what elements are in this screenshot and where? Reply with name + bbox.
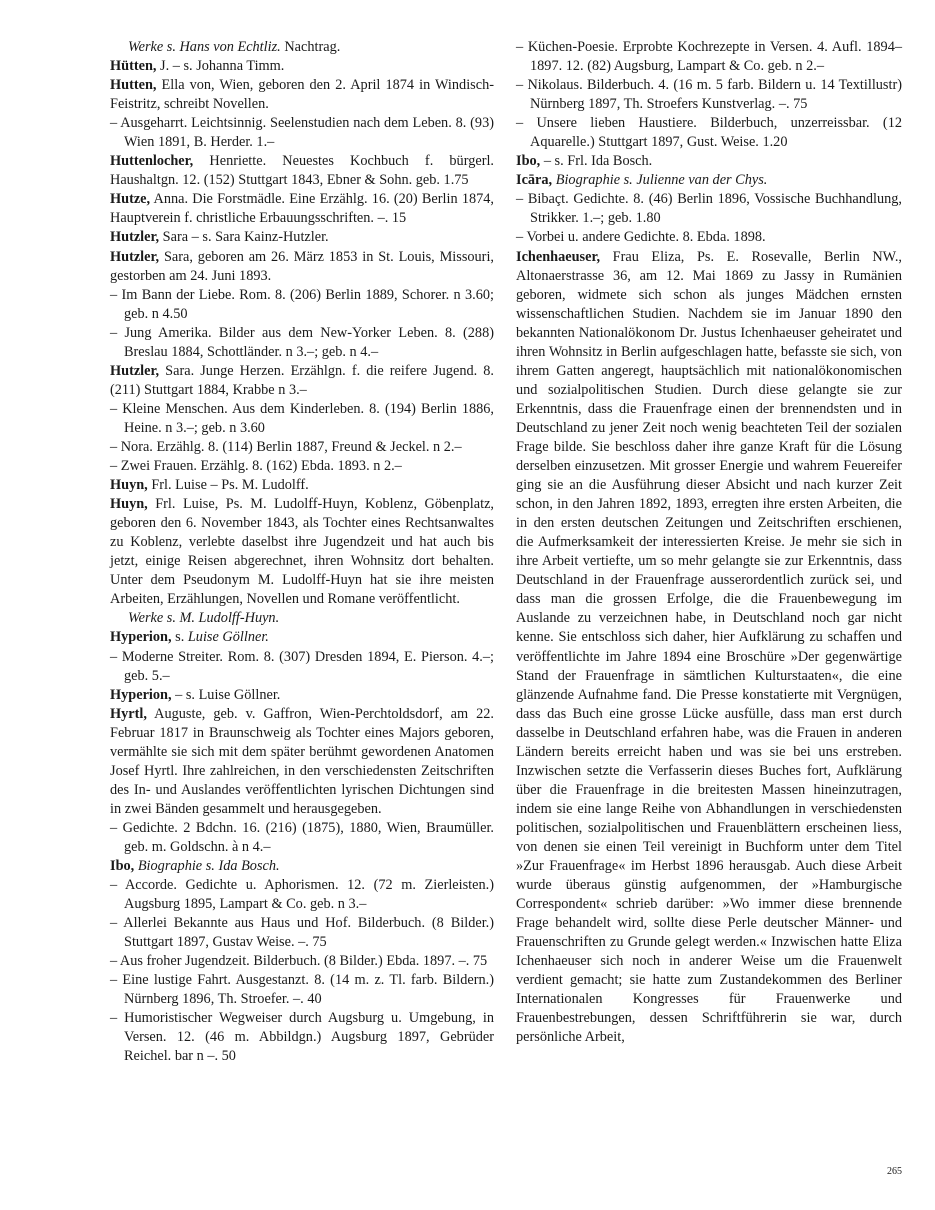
author-name: Hutzler, (110, 362, 160, 379)
author-name: Ibo, (516, 153, 541, 170)
entry-text: Henriette. Neuestes Kochbuch f. bürgerl. Haushaltgn. 12. (152) Stuttgart 1843, Ebner & Sohn. geb. 1.75 (110, 153, 494, 189)
book-entry (110, 648, 494, 686)
author-name: Hutzler, (110, 229, 160, 246)
author-name: Huttenlocher, (110, 153, 194, 170)
entry-reference: Biographie s. Julienne van der Chys. (555, 172, 768, 189)
book-entry (516, 76, 902, 114)
works-reference (110, 38, 494, 57)
entry-text: – Aus froher Jugendzeit. Bilderbuch. (8 Bilder.) Ebda. 1897. –. 75 (110, 953, 488, 970)
entry-text: Sara – s. Sara Kainz-Hutzler. (159, 229, 329, 246)
entry-text: – Vorbei u. andere Gedichte. 8. Ebda. 1898. (516, 229, 766, 246)
book-entry (110, 819, 494, 857)
author-entry (516, 171, 902, 190)
entry-text: Sara. Junge Herzen. Erzählgn. f. die reifere Jugend. 8. (211) Stuttgart 1884, Krabbe n 3.– (110, 362, 494, 398)
author-entry (110, 76, 494, 114)
author-name: Ibo, (110, 858, 135, 875)
author-entry (110, 686, 494, 705)
author-name: Hyperion, (110, 629, 172, 646)
book-entry (516, 38, 902, 76)
book-entry (110, 400, 494, 438)
entry-text: Anna. Die Forstmädle. Eine Erzählg. 16. (20) Berlin 1874, Hauptverein f. christliche Erbauungsschriften. –. 15 (110, 191, 494, 227)
author-entry (110, 362, 494, 400)
author-entry (110, 628, 494, 647)
author-name: Huyn, (110, 477, 148, 494)
entry-text: – Im Bann der Liebe. Rom. 8. (206) Berlin 1889, Schorer. n 3.60; geb. n 4.50 (110, 286, 494, 322)
right-text-column (516, 38, 902, 1047)
entry-reference: Luise Göllner. (187, 629, 269, 646)
entry-text: – Zwei Frauen. Erzählg. 8. (162) Ebda. 1893. n 2.– (110, 458, 402, 475)
entry-text: – Kleine Menschen. Aus dem Kinderleben. 8. (194) Berlin 1886, Heine. n 3.–; geb. n 3.60 (110, 400, 494, 436)
entry-text: – Moderne Streiter. Rom. 8. (307) Dresden 1894, E. Pierson. 4.–; geb. 5.– (110, 648, 494, 684)
book-entry (516, 228, 902, 247)
entry-text: s. (171, 629, 188, 646)
book-entry (110, 952, 494, 971)
author-name: Huyn, (110, 496, 148, 513)
book-entry (110, 457, 494, 476)
author-entry (516, 248, 902, 1048)
book-entry (516, 114, 902, 152)
entry-text: – Jung Amerika. Bilder aus dem New-Yorker Leben. 8. (288) Breslau 1884, Schottländer. n 3.–; geb. n 4.– (110, 324, 494, 360)
entry-text: Frl. Luise, Ps. M. Ludolff-Huyn, Koblenz, Göbenplatz, geboren den 6. November 1843, als Tochter eines Rechtsanwaltes zu Koblenz, verlebte daselbst ihre Jugendzeit und hat auch bis jetzt, einige Reisen abgerechnet, ihren Wohnsitz dort behalten. Unter dem Pseudonym M. Ludolff-Huyn hat sie ihre meisten Arbeiten, Erzählungen, Novellen und Romane veröffentlicht. (110, 496, 494, 608)
entry-text: Ella von, Wien, geboren den 2. April 1874 in Windisch-Feistritz, schreibt Novellen. (110, 77, 494, 113)
entry-text: – Humoristischer Wegweiser durch Augsburg u. Umgebung, in Versen. 12. (46 m. Abbildgn.) Augsburg 1897, Gebrüder Reichel. bar n –. 50 (110, 1010, 494, 1065)
entry-text: – s. Frl. Ida Bosch. (540, 153, 653, 170)
entry-text: J. – s. Johanna Timm. (156, 58, 285, 75)
entry-text: – Nora. Erzählg. 8. (114) Berlin 1887, Freund & Jeckel. n 2.– (110, 438, 462, 455)
entry-text: – Küchen-Poesie. Erprobte Kochrezepte in Versen. 4. Aufl. 1894–1897. 12. (82) Augsburg, Lampart & Co. geb. n 2.– (516, 39, 902, 75)
book-entry (110, 324, 494, 362)
entry-text: – Unsere lieben Haustiere. Bilderbuch, unzerreissbar. (12 Aquarelle.) Stuttgart 1897, Gust. Weise. 1.20 (516, 115, 902, 151)
entry-text: Frau Eliza, Ps. E. Rosevalle, Berlin NW., Altonaerstrasse 36, am 12. Mai 1869 zu Jassy in Rumänien geboren, widmete sich schon als junges Mädchen ernsten wissenschaftlichen Studien. Nachdem sie im Januar 1890 den bekannten Nationalökonom Dr. Justus Ichenhaeuser geheiratet und ihren Wohnsitz in Berlin aufgeschlagen hatte, befasste sie sich, von ihrem Gatten angeregt, hauptsächlich mit nationalökonomischen und sozialpolitischen Studien. Durch diese gelangte sie zur Erkenntnis, dass die Frauenfrage einen der brennendsten und in Deutschland zu jener Zeit noch wenig beachteten Teil der sozialen Frage bilde. Sie beschloss daher ihre ganze Kraft für die Lösung derselben einzusetzen. Mit grosser Energie und wahrem Feuereifer ging sie an die Ausführung dieser Absicht und nach kurzer Zeit schon, in den Jahren 1892, 1893, erregten ihre ersten Arbeiten, die in den ersten deutschen Zeitungen und Zeitschriften erschienen, die Aufmerksamkeit der interessierten Kreise. Je mehr sie sich in ihre Arbeit vertiefte, um so mehr gelangte sie zur Erkenntnis, dass Deutschland in der Frauenfrage ausserordentlich zurück sei, und dass man die grossen Erfolge, die die Frauenbewegung im Auslande zu verzeichnen habe, in Deutschland noch gar nicht kenne. Sie entschloss sich daher, hier Aufklärung zu schaffen und veröffentlichte im Jahre 1894 eine Broschüre »Der gegenwärtige Stand der Frauenfrage in sämtlichen Kulturstaaten«, die eine glänzende Aufnahme fand. Die Presse konstatierte mit Vergnügen, dass das Buch eine grosse Lücke ausfülle, dass man erst durch dasselbe in Deutschland erfahren habe, was die Frauen in anderen Ländern bereits erreicht haben und was sie bei uns erstreben. Inzwischen setzte die Verfasserin dieses Buches fort, Aufklärung über die Frauenfrage in die breitesten Massen hineinzutragen, indem sie eine lange Reihe von Abhandlungen in verschiedensten politischen, sozialpolitischen und Frauenblättern erscheinen liess, von denen sie einen Teil vereinigt in Buchform unter dem Titel »Zur Frauenfrage« im Herbst 1896 herausgab. Auch diese Arbeit wurde überaus günstig aufgenommen, der »Hamburgische Correspondent« schrieb darüber: »Wo immer diese brennende Frage behandelt wird, sollte diese Perle deutscher Männer- und Frauenschriften zu Grunde gelegt werden.« Inzwischen hatte Eliza Ichenhaeuser sich noch in anderer Weise um die Frauenwelt verdient gemacht; sie hatte zum Zustandekommen des Berliner Internationalen Kongresses für Frauenwerke und Frauenbestrebungen, dessen Schriftführerin sie war, durch persönliche Arbeit, (516, 248, 902, 1046)
author-entry (110, 495, 494, 609)
author-name: Hutzler, (110, 248, 160, 265)
book-entry (110, 286, 494, 324)
entry-text: – Accorde. Gedichte u. Aphorismen. 12. (72 m. Zierleisten.) Augsburg 1895, Lampart & Co. geb. n 3.– (110, 877, 494, 913)
author-name: Hutten, (110, 77, 157, 94)
author-entry (110, 857, 494, 876)
book-entry (516, 190, 902, 228)
author-name: Hyrtl, (110, 705, 147, 722)
works-reference-note: Nachtrag. (280, 39, 341, 55)
author-name: Ichenhaeuser, (516, 248, 601, 265)
entry-text: – s. Luise Göllner. (171, 686, 281, 703)
entry-text: – Bibaçt. Gedichte. 8. (46) Berlin 1896, Vossische Buchhandlung, Strikker. 1.–; geb. 1.80 (516, 191, 902, 227)
book-entry (110, 1009, 494, 1066)
author-entry (110, 57, 494, 76)
author-entry (110, 476, 494, 495)
author-name: Hutze, (110, 191, 151, 208)
works-reference-text: Werke s. Hans von Echtliz. (128, 39, 281, 55)
entry-text: – Ausgeharrt. Leichtsinnig. Seelenstudien nach dem Leben. 8. (93) Wien 1891, B. Herder. 1.– (110, 115, 494, 151)
author-name: Hyperion, (110, 686, 172, 703)
book-entry (110, 914, 494, 952)
author-entry (110, 705, 494, 819)
left-text-column (110, 38, 494, 1067)
book-entry (110, 876, 494, 914)
book-entry (110, 438, 494, 457)
entry-text: Frl. Luise – Ps. M. Ludolff. (147, 477, 309, 494)
book-entry (110, 114, 494, 152)
author-name: Hütten, (110, 58, 157, 75)
entry-text: – Nikolaus. Bilderbuch. 4. (16 m. 5 farb. Bildern u. 14 Textillustr) Nürnberg 1897, Th. Stroefers Kunstverlag. –. 75 (516, 77, 902, 113)
author-entry (110, 228, 494, 247)
book-entry (110, 971, 494, 1009)
author-entry (110, 152, 494, 190)
author-name: Icāra, (516, 172, 553, 189)
entry-reference: Biographie s. Ida Bosch. (137, 858, 280, 875)
entry-text: Sara, geboren am 26. März 1853 in St. Louis, Missouri, gestorben am 24. Juni 1893. (110, 248, 494, 284)
entry-text: – Allerlei Bekannte aus Haus und Hof. Bilderbuch. (8 Bilder.) Stuttgart 1897, Gustav Weise. –. 75 (110, 915, 494, 951)
works-reference-text: Werke s. M. Ludolff-Huyn. (128, 610, 280, 627)
page-number: 265 (887, 1166, 902, 1177)
entry-text: Auguste, geb. v. Gaffron, Wien-Perchtoldsdorf, am 22. Februar 1817 in Braunschweig als Tochter eines Majors geboren, vermählte sie sich mit dem später berühmt gewordenen Anatomen Josef Hyrtl. Ihre zahlreichen, in den verschiedensten Zeitschriften des In- und Auslandes veröffentlichten lyrischen Dichtungen sind in zwei Bänden gesammelt und herausgegeben. (110, 705, 494, 817)
entry-text: – Eine lustige Fahrt. Ausgestanzt. 8. (14 m. z. Tl. farb. Bildern.) Nürnberg 1896, Th. Stroefer. –. 40 (110, 972, 494, 1008)
works-reference (110, 609, 494, 628)
author-entry (110, 248, 494, 286)
author-entry (110, 190, 494, 228)
entry-text: – Gedichte. 2 Bdchn. 16. (216) (1875), 1880, Wien, Braumüller. geb. m. Goldschn. à n 4.– (110, 819, 494, 855)
author-entry (516, 152, 902, 171)
